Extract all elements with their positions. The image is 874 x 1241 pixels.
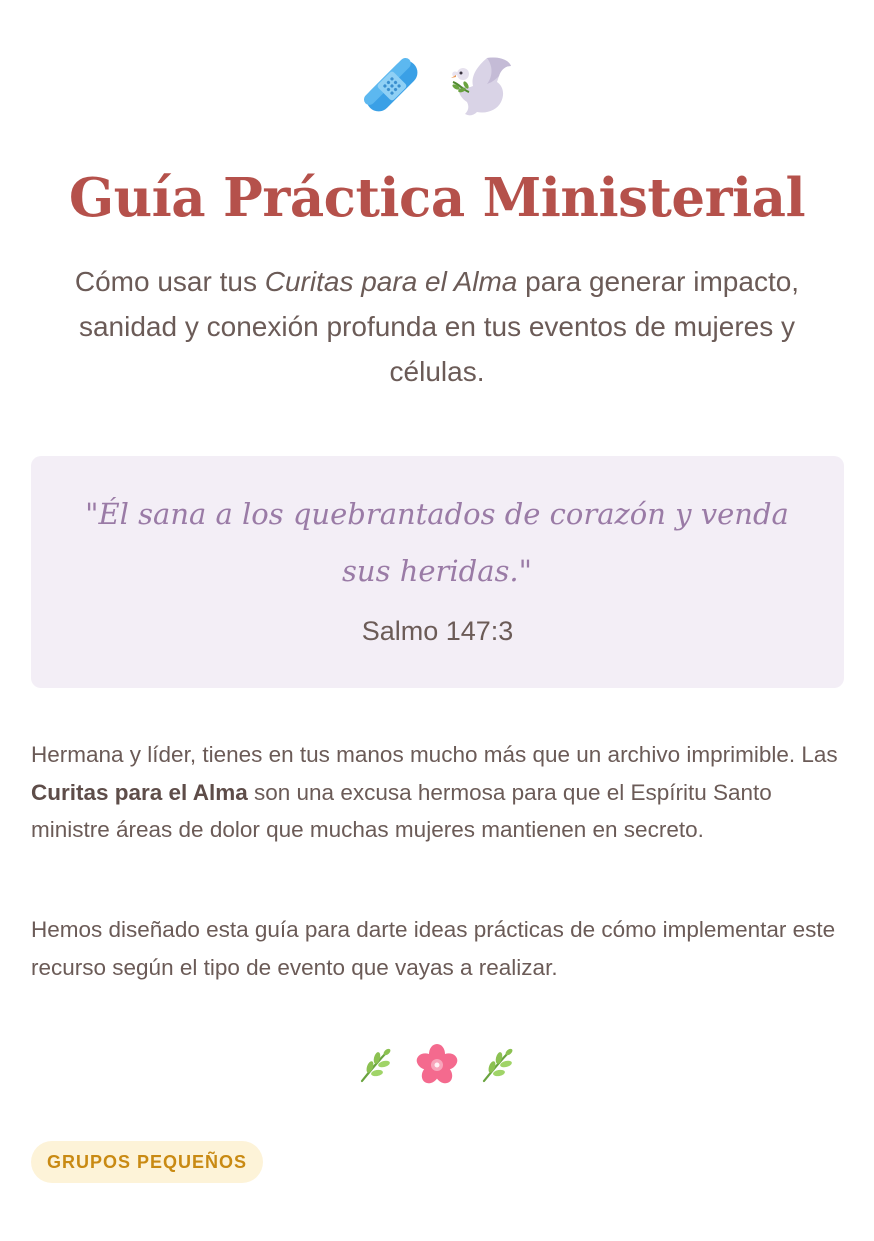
- section-divider: [0, 1044, 874, 1086]
- subtitle-product-name: Curitas para el Alma: [264, 266, 518, 297]
- cherry-blossom-icon: [416, 1044, 458, 1086]
- page-subtitle: [52, 259, 822, 394]
- intro-text-before: Hermana y líder, tienes en tus manos mucho más que un archivo imprimible. Las: [31, 742, 838, 767]
- herb-icon: [358, 1047, 394, 1083]
- section-tag-small-groups: [31, 1141, 263, 1183]
- intro-product-name: Curitas para el Alma: [31, 779, 248, 805]
- intro-paragraph: [31, 736, 843, 849]
- purpose-paragraph: Hemos diseñado esta guía para darte ideas prácticas de cómo implementar este recurso según el tipo de evento que vayas a realizar.: [31, 917, 836, 980]
- dove-with-olive-branch-icon: [447, 52, 515, 120]
- hero-icons: [0, 50, 874, 122]
- page-title: Guía Práctica Ministerial: [68, 167, 806, 229]
- subtitle-text-after: para generar impacto, sanidad y conexión profunda en tus eventos de mujeres y células.: [78, 266, 800, 387]
- section-tag-label: GRUPOS PEQUEÑOS: [47, 1151, 248, 1172]
- herb-icon: [480, 1047, 516, 1083]
- subtitle-text-before: Cómo usar tus: [74, 266, 265, 297]
- scripture-quote-text: "Él sana a los quebrantados de corazón y venda sus heridas.": [85, 497, 789, 588]
- intro-text-after: son una excusa hermosa para que el Espíritu Santo ministre áreas de dolor que muchas mujeres mantienen en secreto.: [31, 779, 772, 843]
- scripture-reference: Salmo 147:3: [361, 616, 514, 646]
- bandage-icon: [359, 53, 425, 119]
